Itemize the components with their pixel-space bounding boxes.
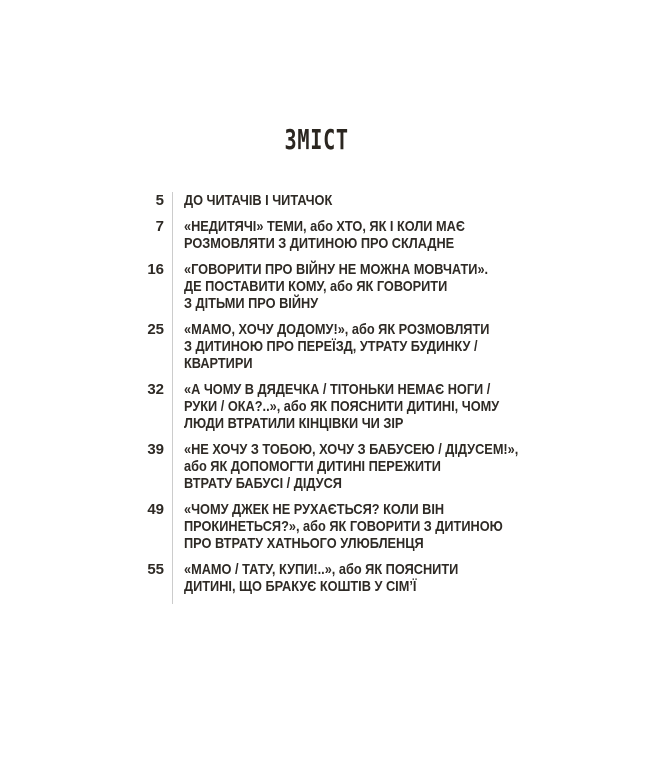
toc-entry (130, 381, 650, 441)
toc-entry-page-number: 55 (147, 561, 164, 578)
toc-entry-title (172, 261, 542, 321)
toc-entry-line: РУКИ / ОКА?..», або ЯК ПОЯСНИТИ ДИТИНІ, ЧОМУ (184, 398, 500, 415)
toc-entry-title (172, 321, 543, 381)
toc-entry-page-number: 5 (155, 192, 164, 209)
toc-entry-line: З ДИТИНОЮ ПРО ПЕРЕЇЗД, УТРАТУ БУДИНКУ / (184, 338, 478, 355)
toc-entry (130, 261, 650, 321)
toc-entry-line: «НЕ ХОЧУ З ТОБОЮ, ХОЧУ З БАБУСЕЮ / ДІДУСЕМ!», (184, 441, 519, 458)
toc-entry-title (172, 561, 507, 604)
toc-entry-line: «ГОВОРИТИ ПРО ВІЙНУ НЕ МОЖНА МОВЧАТИ». (184, 261, 489, 278)
page-title: ЗМІСТ (284, 123, 350, 156)
toc-entry-page-number: 25 (147, 321, 164, 338)
toc-entry-title (172, 441, 577, 501)
toc-entry-line: ВТРАТУ БАБУСІ / ДІДУСЯ (184, 475, 342, 492)
toc-entry (130, 501, 650, 561)
toc-entry-page-number: 32 (147, 381, 164, 398)
toc-entry-line: або ЯК ДОПОМОГТИ ДИТИНІ ПЕРЕЖИТИ (184, 458, 441, 475)
page-title-row (0, 122, 650, 163)
book-contents-page (0, 122, 650, 772)
toc-entry-title (172, 381, 555, 441)
toc-entry-line: ПРО ВТРАТУ ХАТНЬОГО УЛЮБЛЕНЦЯ (184, 535, 424, 552)
toc-entry-page-number: 16 (147, 261, 164, 278)
toc-entry (130, 321, 650, 381)
toc-entry-title (172, 218, 514, 261)
toc-entry-line: ДО ЧИТАЧІВ І ЧИТАЧОК (184, 192, 333, 209)
toc-entry-line: ДИТИНІ, ЩО БРАКУЄ КОШТІВ У СІМ’Ї (184, 578, 417, 595)
toc-entry-title (172, 192, 358, 218)
toc-entry-line: ДЕ ПОСТАВИТИ КОМУ, або ЯК ГОВОРИТИ (184, 278, 448, 295)
toc-entry-page-number: 39 (147, 441, 164, 458)
toc-entry-line: «А ЧОМУ В ДЯДЕЧКА / ТІТОНЬКИ НЕМАЄ НОГИ / (184, 381, 491, 398)
toc-entry-line: «ЧОМУ ДЖЕК НЕ РУХАЄТЬСЯ? КОЛИ ВІН (184, 501, 445, 518)
toc-entry (130, 192, 650, 218)
toc-entry-line: «МАМО / ТАТУ, КУПИ!..», або ЯК ПОЯСНИТИ (184, 561, 459, 578)
toc-entry (130, 218, 650, 261)
toc-entry-title (172, 501, 559, 561)
toc-entry-line: «МАМО, ХОЧУ ДОДОМУ!», або ЯК РОЗМОВЛЯТИ (184, 321, 490, 338)
toc-entry (130, 441, 650, 501)
toc-entry (130, 561, 650, 604)
toc-entry-line: КВАРТИРИ (184, 355, 253, 372)
toc-entry-page-number: 7 (155, 218, 164, 235)
toc-entry-line: ЛЮДИ ВТРАТИЛИ КІНЦІВКИ ЧИ ЗІР (184, 415, 404, 432)
toc-entry-line: ПРОКИНЕТЬСЯ?», або ЯК ГОВОРИТИ З ДИТИНОЮ (184, 518, 503, 535)
toc-entry-line: «НЕДИТЯЧІ» ТЕМИ, або ХТО, ЯК І КОЛИ МАЄ (184, 218, 465, 235)
toc-entry-page-number: 49 (147, 501, 164, 518)
toc-entry-line: З ДІТЬМИ ПРО ВІЙНУ (184, 295, 319, 312)
toc-entry-line: РОЗМОВЛЯТИ З ДИТИНОЮ ПРО СКЛАДНЕ (184, 235, 455, 252)
table-of-contents (130, 192, 650, 604)
